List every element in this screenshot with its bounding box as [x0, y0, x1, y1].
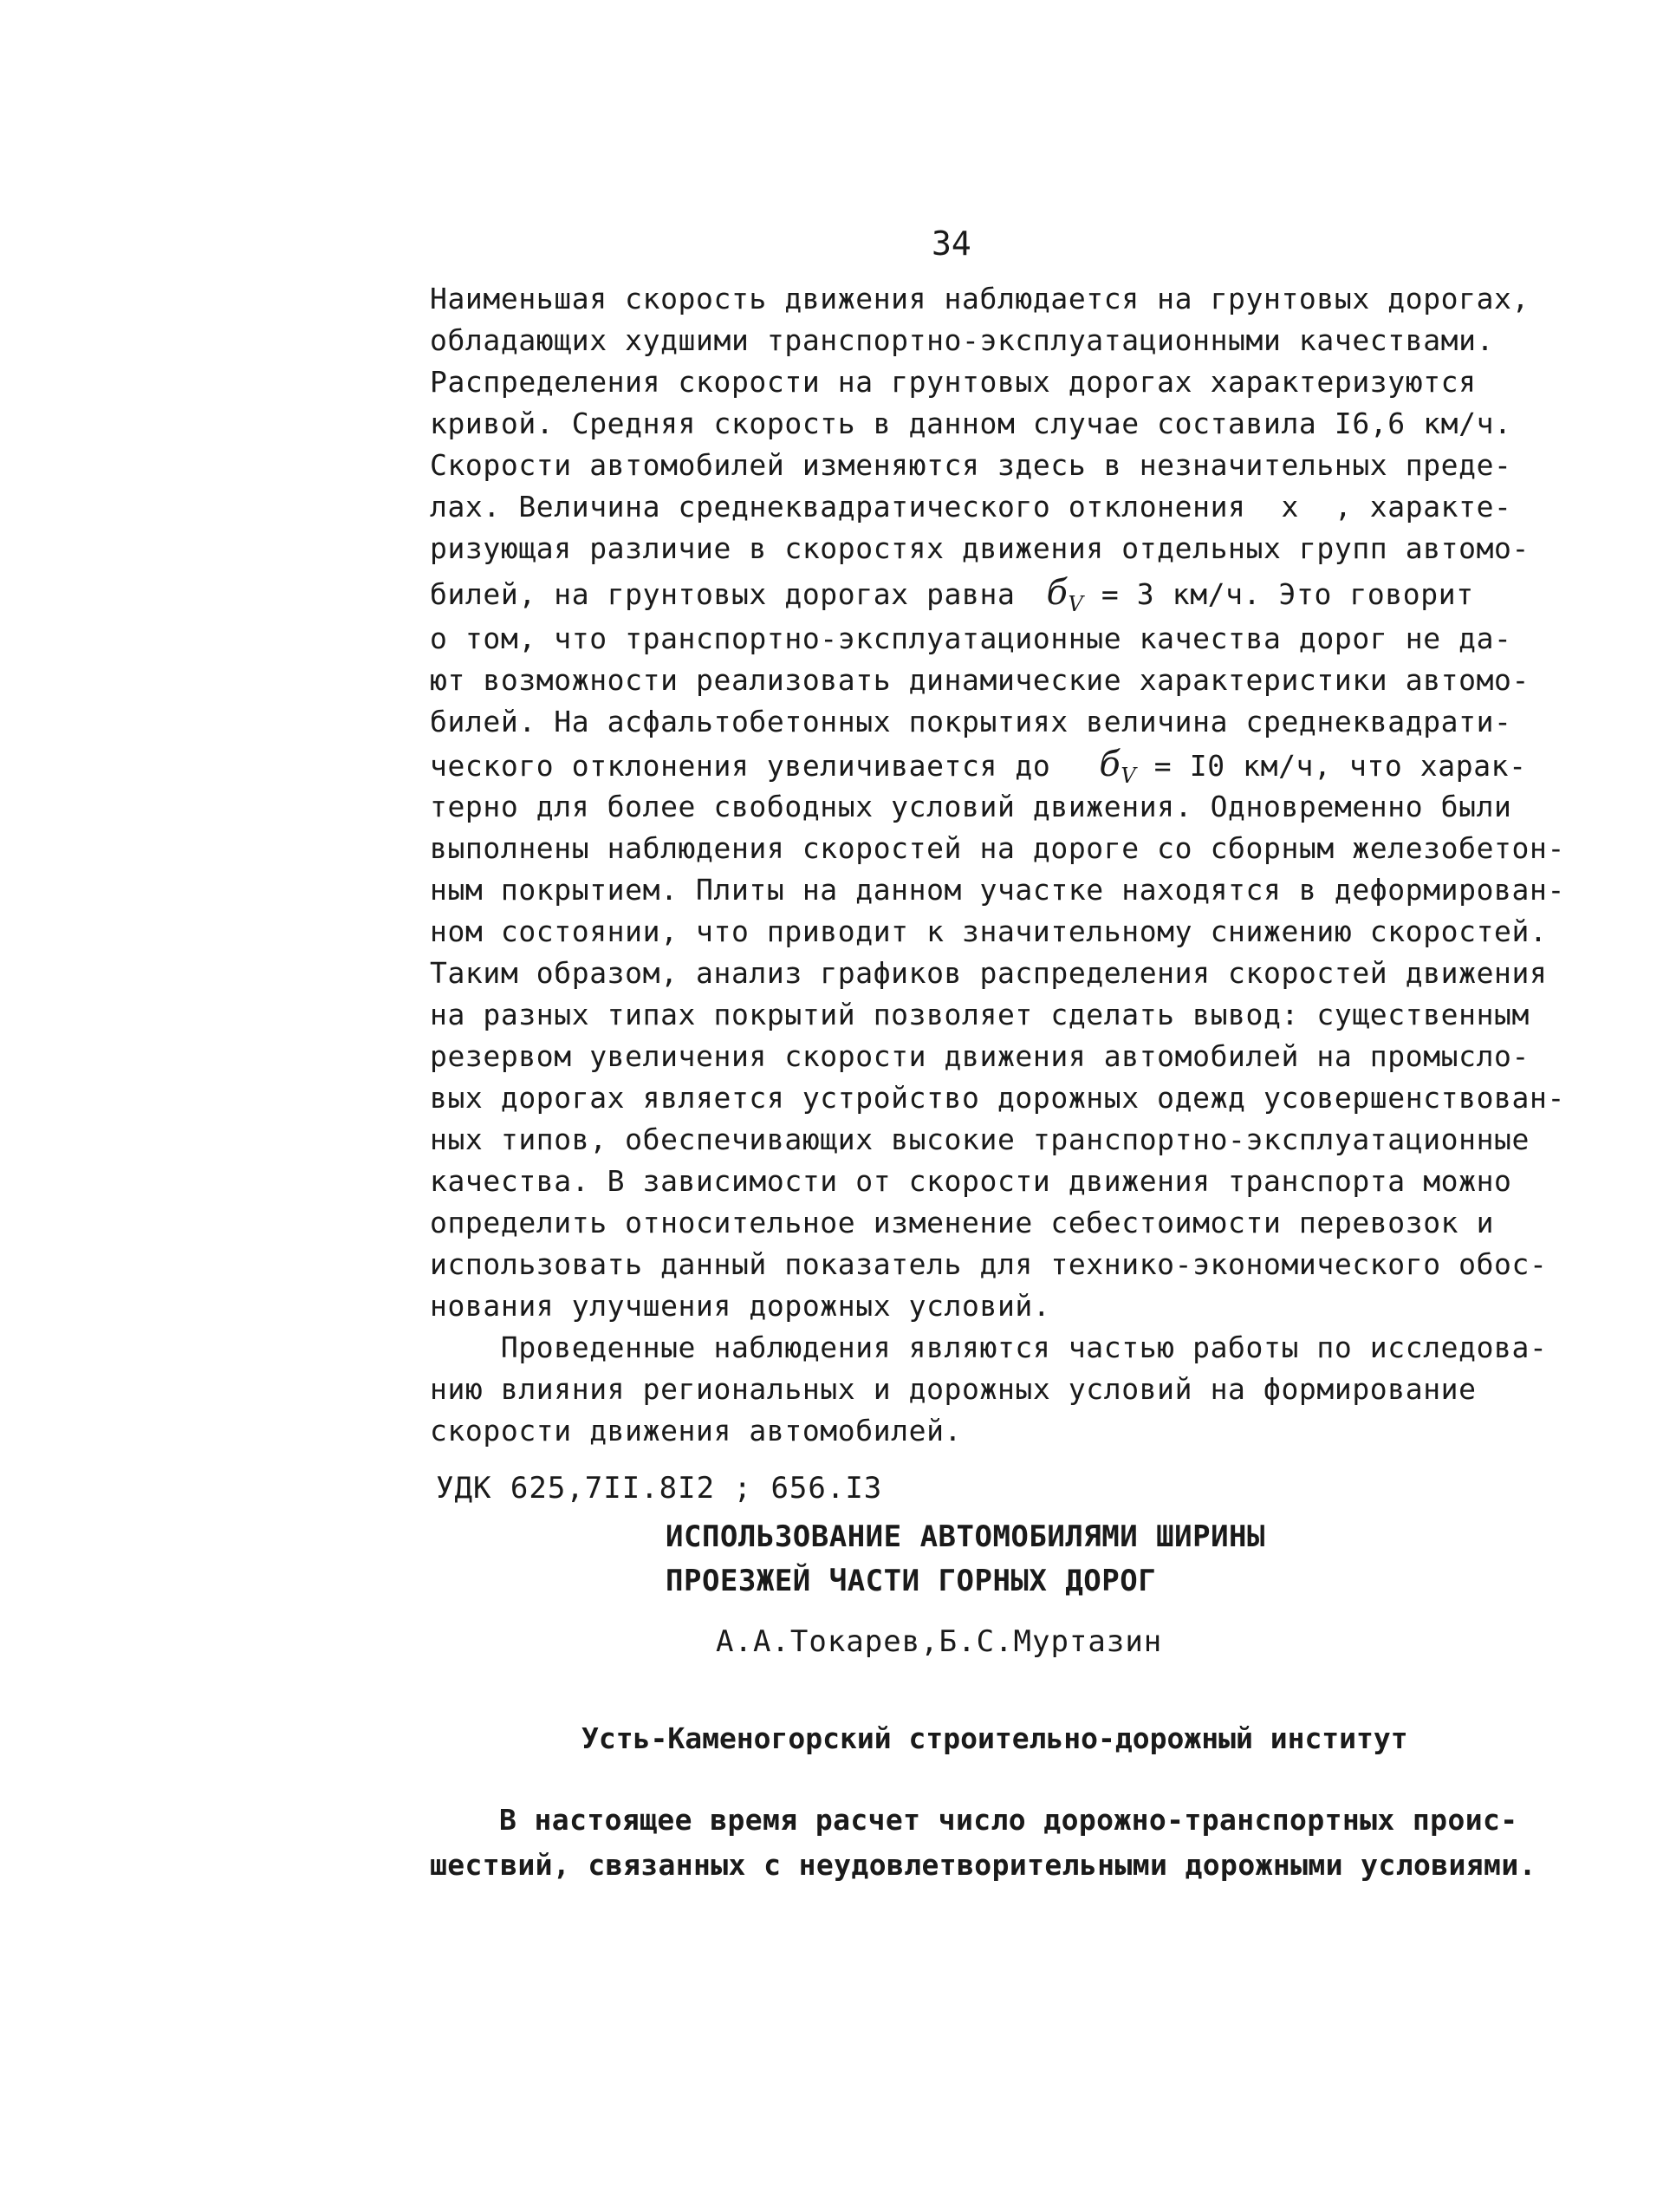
sigma-subscript: V	[1068, 592, 1084, 616]
body-line: ным покрытием. Плиты на данном участке находятся в деформирован-	[430, 873, 1565, 907]
body-line: Таким образом, анализ графиков распределения скоростей движения	[430, 956, 1548, 990]
body-line-text: = 3 км/ч. Это говорит	[1083, 577, 1474, 611]
body-line: кривой. Средняя скорость в данном случае составила I6,6 км/ч.	[430, 407, 1512, 440]
body-line: нию влияния региональных и дорожных условий на формирование	[430, 1372, 1477, 1406]
body-line: вых дорогах является устройство дорожных одежд усовершенствован-	[430, 1081, 1565, 1115]
body-line: Распределения скорости на грунтовых дорогах характеризуются	[430, 365, 1477, 399]
article-title-line: ПРОЕЗЖЕЙ ЧАСТИ ГОРНЫХ ДОРОГ	[666, 1564, 1157, 1598]
article-institute: Усть-Каменогорский строительно-дорожный институт	[581, 1721, 1408, 1755]
article-authors: А.А.Токарев,Б.С.Муртазин	[716, 1624, 1163, 1659]
page-number: 34	[932, 224, 971, 263]
body-line-text: = I0 км/ч, что харак-	[1136, 749, 1527, 783]
sigma-letter: б	[1099, 745, 1121, 784]
body-line: ризующая различие в скоростях движения отдельных групп автомо-	[430, 531, 1530, 565]
article-title-line: ИСПОЛЬЗОВАНИЕ АВТОМОБИЛЯМИ ШИРИНЫ	[666, 1519, 1266, 1554]
sigma-letter: б	[1046, 573, 1069, 613]
intro-line: шествий, связанных с неудовлетворительными дорожными условиями.	[430, 1848, 1536, 1882]
sigma-subscript: V	[1121, 764, 1137, 788]
body-line: о том, что транспортно-эксплуатационные качества дорог не да-	[430, 621, 1512, 655]
body-line-text: ческого отклонения увеличивается до	[430, 749, 1051, 783]
body-line: Скорости автомобилей изменяются здесь в незначительных преде-	[430, 448, 1512, 482]
body-line: Наименьшая скорость движения наблюдается на грунтовых дорогах,	[430, 282, 1530, 316]
body-line: качества. В зависимости от скорости движения транспорта можно	[430, 1164, 1512, 1198]
body-line-text: билей, на грунтовых дорогах равна	[430, 577, 1016, 611]
body-line: использовать данный показатель для технико-экономического обос-	[430, 1247, 1548, 1281]
body-line: лах. Величина среднеквадратического отклонения x , характе-	[430, 490, 1512, 524]
body-line: определить относительное изменение себестоимости перевозок и	[430, 1206, 1495, 1239]
body-line: ном состоянии, что приводит к значительному снижению скоростей.	[430, 914, 1548, 948]
body-line: обладающих худшими транспортно-эксплуатационными качествами.	[430, 323, 1495, 357]
body-line: резервом увеличения скорости движения автомобилей на промысло-	[430, 1039, 1530, 1073]
body-line	[430, 573, 1474, 616]
body-line: нования улучшения дорожных условий.	[430, 1289, 1051, 1323]
sigma-v-symbol	[1046, 573, 1084, 616]
body-line: скорости движения автомобилей.	[430, 1414, 963, 1448]
body-line: билей. На асфальтобетонных покрытиях величина среднеквадрати-	[430, 705, 1512, 738]
body-line: терно для более свободных условий движения. Одновременно были	[430, 790, 1512, 823]
intro-line: В настоящее время расчет число дорожно-транспортных проис-	[499, 1803, 1518, 1837]
udk-code: УДК 625,7II.8I2 ; 656.I3	[436, 1471, 883, 1506]
sigma-v-symbol	[1099, 745, 1137, 788]
body-line: на разных типах покрытий позволяет сделать вывод: существенным	[430, 998, 1530, 1031]
body-line: выполнены наблюдения скоростей на дороге со сборным железобетон-	[430, 831, 1565, 865]
body-line	[430, 747, 1527, 786]
body-line: Проведенные наблюдения являются частью работы по исследова-	[430, 1330, 1548, 1364]
body-line: ных типов, обеспечивающих высокие транспортно-эксплуатационные	[430, 1122, 1530, 1156]
body-line: ют возможности реализовать динамические характеристики автомо-	[430, 663, 1530, 697]
